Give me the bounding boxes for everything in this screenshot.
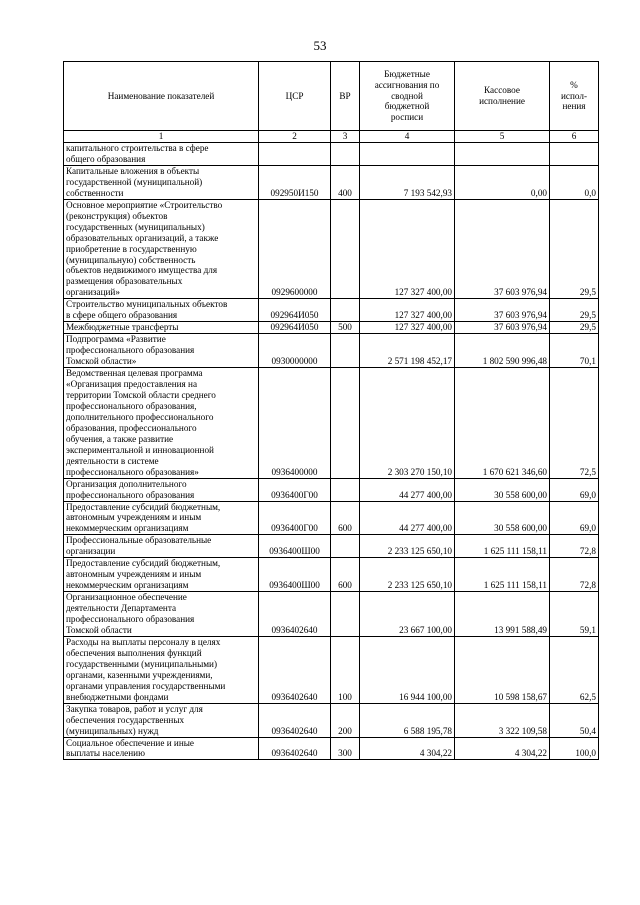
vr-cell xyxy=(331,299,360,322)
csr-cell: 0936400Г00 xyxy=(259,501,331,535)
indicator-name-line: некоммерческим организациям xyxy=(66,523,189,534)
table-row xyxy=(64,703,599,737)
budget-execution-table xyxy=(63,61,599,760)
indicator-name-line: размещения образовательных xyxy=(66,276,183,287)
csr-cell: 0936402640 xyxy=(259,592,331,637)
header-line: Кассовое xyxy=(484,85,520,96)
indicator-name-line: «Организация предоставления на xyxy=(66,379,198,390)
vr-cell: 400 xyxy=(331,165,360,199)
budget-allocation-cell: 4 304,22 xyxy=(360,737,455,760)
budget-allocation-cell: 44 277 400,00 xyxy=(360,478,455,501)
indicator-name-line: автономным учреждениям и иным xyxy=(66,512,202,523)
column-number-row xyxy=(64,131,599,143)
vr-cell: 500 xyxy=(331,322,360,334)
percent-execution-cell: 70,1 xyxy=(550,334,599,368)
indicator-name-line: собственности xyxy=(66,187,124,198)
percent-execution-cell: 59,1 xyxy=(550,592,599,637)
indicator-name-line: образовательных организаций, а также xyxy=(66,232,219,243)
cash-execution-cell: 1 625 111 158,11 xyxy=(455,558,550,592)
table-row xyxy=(64,535,599,558)
indicator-name-line: организаций» xyxy=(66,287,120,298)
header-cash-execution xyxy=(455,62,550,131)
percent-execution-cell: 69,0 xyxy=(550,478,599,501)
indicator-name-line: (муниципальных) нужд xyxy=(66,725,159,736)
percent-execution-cell: 0,0 xyxy=(550,165,599,199)
indicator-name-cell xyxy=(64,592,259,637)
percent-execution-cell: 72,8 xyxy=(550,558,599,592)
indicator-name-line: органами, казенными учреждениями, xyxy=(66,669,213,680)
table-row xyxy=(64,368,599,479)
csr-cell xyxy=(259,143,331,166)
budget-allocation-cell: 2 233 125 650,10 xyxy=(360,558,455,592)
table-row xyxy=(64,334,599,368)
indicator-name-line: обеспечения выполнения функций xyxy=(66,647,202,658)
indicator-name-cell xyxy=(64,478,259,501)
indicator-name-line: профессионального образования, xyxy=(66,400,197,411)
indicator-name-line: профессионального образования xyxy=(66,345,195,356)
header-line: исполнение xyxy=(479,96,525,106)
budget-allocation-cell: 16 944 100,00 xyxy=(360,636,455,703)
table-body xyxy=(64,143,599,760)
cash-execution-cell: 30 558 600,00 xyxy=(455,501,550,535)
indicator-name-line: объектов недвижимого имущества для xyxy=(66,265,218,276)
header-line: ВР xyxy=(339,90,351,101)
indicator-name-line: Томской области xyxy=(66,624,132,635)
header-line: росписи xyxy=(390,112,424,123)
indicator-name-line: органами управления государственными xyxy=(66,680,226,691)
csr-cell: 0936402640 xyxy=(259,703,331,737)
column-number: 3 xyxy=(331,131,360,143)
budget-allocation-cell: 127 327 400,00 xyxy=(360,299,455,322)
header-line: Бюджетные xyxy=(384,68,430,79)
indicator-name-line: профессионального образования» xyxy=(66,466,199,477)
csr-cell: 0936400Ш00 xyxy=(259,535,331,558)
header-line: испол- xyxy=(560,90,588,101)
vr-cell xyxy=(331,535,360,558)
cash-execution-cell xyxy=(455,143,550,166)
indicator-name-line: Организация дополнительного xyxy=(66,478,187,489)
indicator-name-line: государственными (муниципальными) xyxy=(66,658,218,669)
table-row xyxy=(64,199,599,299)
indicator-name-line: внебюджетными фондами xyxy=(66,691,169,702)
table-row xyxy=(64,636,599,703)
header-line: сводной xyxy=(391,90,423,101)
indicator-name-line: общего образования xyxy=(66,153,146,164)
table-row xyxy=(64,737,599,760)
indicator-name-line: дополнительного профессионального xyxy=(66,411,214,422)
indicator-name-line: в сфере общего образования xyxy=(66,310,178,321)
csr-cell: 092964И050 xyxy=(259,322,331,334)
indicator-name-cell xyxy=(64,501,259,535)
indicator-name-cell xyxy=(64,535,259,558)
page-number: 53 xyxy=(313,38,327,53)
indicator-name-cell xyxy=(64,737,259,760)
indicator-name-line: Строительство муниципальных объектов xyxy=(66,299,228,310)
cash-execution-cell: 13 991 588,49 xyxy=(455,592,550,637)
vr-cell: 600 xyxy=(331,558,360,592)
budget-allocation-cell: 23 667 100,00 xyxy=(360,592,455,637)
vr-cell xyxy=(331,143,360,166)
cash-execution-cell: 37 603 976,94 xyxy=(455,199,550,299)
column-number: 5 xyxy=(455,131,550,143)
header-name xyxy=(64,62,259,131)
header-csr xyxy=(259,62,331,131)
percent-execution-cell: 72,8 xyxy=(550,535,599,558)
budget-allocation-cell: 6 588 195,78 xyxy=(360,703,455,737)
budget-allocation-cell xyxy=(360,143,455,166)
column-number: 4 xyxy=(360,131,455,143)
indicator-name-line: Организационное обеспечение xyxy=(66,592,187,603)
indicator-name-line: Предоставление субсидий бюджетным, xyxy=(66,558,221,569)
indicator-name-line: территории Томской области среднего xyxy=(66,389,216,400)
budget-allocation-cell: 7 193 542,93 xyxy=(360,165,455,199)
cash-execution-cell: 1 625 111 158,11 xyxy=(455,535,550,558)
table-row xyxy=(64,558,599,592)
vr-cell: 600 xyxy=(331,501,360,535)
cash-execution-cell: 37 603 976,94 xyxy=(455,299,550,322)
column-number: 2 xyxy=(259,131,331,143)
indicator-name-cell xyxy=(64,368,259,479)
column-number: 6 xyxy=(550,131,599,143)
vr-cell xyxy=(331,334,360,368)
csr-cell: 092964И050 xyxy=(259,299,331,322)
cash-execution-cell: 3 322 109,58 xyxy=(455,703,550,737)
cash-execution-cell: 4 304,22 xyxy=(455,737,550,760)
indicator-name-line: государственных (муниципальных) xyxy=(66,221,205,232)
table-row xyxy=(64,165,599,199)
percent-execution-cell: 62,5 xyxy=(550,636,599,703)
indicator-name-line: капитального строительства в сфере xyxy=(66,143,209,153)
budget-allocation-cell: 2 233 125 650,10 xyxy=(360,535,455,558)
cash-execution-cell: 37 603 976,94 xyxy=(455,322,550,334)
table-row xyxy=(64,322,599,334)
indicator-name-line: организации xyxy=(66,546,116,557)
header-line: ЦСР xyxy=(285,90,304,101)
indicator-name-line: деятельности Департамента xyxy=(66,603,177,614)
indicator-name-line: Расходы на выплаты персоналу в целях xyxy=(66,636,221,647)
header-line: бюджетной xyxy=(384,101,430,112)
indicator-name-line: обеспечения государственных xyxy=(66,714,185,725)
indicator-name-line: деятельности в системе xyxy=(66,455,159,466)
column-number: 1 xyxy=(64,131,259,143)
percent-execution-cell: 29,5 xyxy=(550,199,599,299)
indicator-name-line: выплаты населению xyxy=(66,748,145,759)
indicator-name-line: Томской области» xyxy=(66,356,137,367)
csr-cell: 0936400Г00 xyxy=(259,478,331,501)
indicator-name-line: Профессиональные образовательные xyxy=(66,535,212,546)
cash-execution-cell: 30 558 600,00 xyxy=(455,478,550,501)
percent-execution-cell: 29,5 xyxy=(550,299,599,322)
table-row xyxy=(64,299,599,322)
cash-execution-cell: 10 598 158,67 xyxy=(455,636,550,703)
cash-execution-cell: 0,00 xyxy=(455,165,550,199)
indicator-name-cell xyxy=(64,322,259,334)
table-row xyxy=(64,592,599,637)
header-line: нения xyxy=(562,101,586,112)
indicator-name-cell xyxy=(64,334,259,368)
indicator-name-cell xyxy=(64,636,259,703)
vr-cell: 100 xyxy=(331,636,360,703)
budget-allocation-cell: 2 303 270 150,10 xyxy=(360,368,455,479)
csr-cell: 0936402640 xyxy=(259,636,331,703)
table-row xyxy=(64,501,599,535)
budget-allocation-cell: 2 571 198 452,17 xyxy=(360,334,455,368)
indicator-name-line: профессионального образования xyxy=(66,489,195,500)
vr-cell xyxy=(331,199,360,299)
header-percent-execution xyxy=(550,62,599,131)
percent-execution-cell: 29,5 xyxy=(550,322,599,334)
indicator-name-line: Капитальные вложения в объекты xyxy=(66,165,200,176)
table-row xyxy=(64,143,599,166)
indicator-name-line: некоммерческим организациям xyxy=(66,580,189,591)
indicator-name-line: приобретение в государственную xyxy=(66,243,197,254)
csr-cell: 0936400Ш00 xyxy=(259,558,331,592)
csr-cell: 0936400000 xyxy=(259,368,331,479)
indicator-name-line: (реконструкция) объектов xyxy=(66,210,168,221)
indicator-name-line: Социальное обеспечение и иные xyxy=(66,737,194,748)
percent-execution-cell: 69,0 xyxy=(550,501,599,535)
header-line: Наименование показателей xyxy=(107,90,215,101)
budget-allocation-cell: 127 327 400,00 xyxy=(360,199,455,299)
percent-execution-cell xyxy=(550,143,599,166)
header-vr xyxy=(331,62,360,131)
indicator-name-line: автономным учреждениям и иным xyxy=(66,569,202,580)
indicator-name-line: обучения, а также развитие xyxy=(66,433,174,444)
vr-cell: 200 xyxy=(331,703,360,737)
indicator-name-line: (муниципальную) собственность xyxy=(66,254,196,265)
indicator-name-line: Закупка товаров, работ и услуг для xyxy=(66,703,203,714)
header-budget-allocations xyxy=(360,62,455,131)
percent-execution-cell: 72,5 xyxy=(550,368,599,479)
header-line: ассигнования по xyxy=(374,79,440,90)
indicator-name-cell xyxy=(64,558,259,592)
indicator-name-line: Межбюджетные трансферты xyxy=(66,322,179,333)
indicator-name-line: государственной (муниципальной) xyxy=(66,176,203,187)
percent-execution-cell: 100,0 xyxy=(550,737,599,760)
indicator-name-cell xyxy=(64,143,259,166)
table-row xyxy=(64,478,599,501)
vr-cell xyxy=(331,592,360,637)
indicator-name-line: образования, профессионального xyxy=(66,422,197,433)
indicator-name-line: Ведомственная целевая программа xyxy=(66,368,203,379)
indicator-name-line: экспериментальной и инновационной xyxy=(66,444,214,455)
header-line: % xyxy=(570,79,578,90)
budget-allocation-cell: 44 277 400,00 xyxy=(360,501,455,535)
cash-execution-cell: 1 670 621 346,60 xyxy=(455,368,550,479)
vr-cell xyxy=(331,478,360,501)
budget-allocation-cell: 127 327 400,00 xyxy=(360,322,455,334)
header-row xyxy=(64,62,599,131)
indicator-name-cell xyxy=(64,703,259,737)
indicator-name-line: профессионального образования xyxy=(66,614,195,625)
indicator-name-line: Основное мероприятие «Строительство xyxy=(66,199,223,210)
cash-execution-cell: 1 802 590 996,48 xyxy=(455,334,550,368)
vr-cell xyxy=(331,368,360,479)
indicator-name-cell xyxy=(64,199,259,299)
csr-cell: 092950И150 xyxy=(259,165,331,199)
csr-cell: 0936402640 xyxy=(259,737,331,760)
csr-cell: 0929600000 xyxy=(259,199,331,299)
vr-cell: 300 xyxy=(331,737,360,760)
csr-cell: 0930000000 xyxy=(259,334,331,368)
percent-execution-cell: 50,4 xyxy=(550,703,599,737)
indicator-name-line: Подпрограмма «Развитие xyxy=(66,334,166,345)
indicator-name-cell xyxy=(64,299,259,322)
indicator-name-cell xyxy=(64,165,259,199)
indicator-name-line: Предоставление субсидий бюджетным, xyxy=(66,501,221,512)
